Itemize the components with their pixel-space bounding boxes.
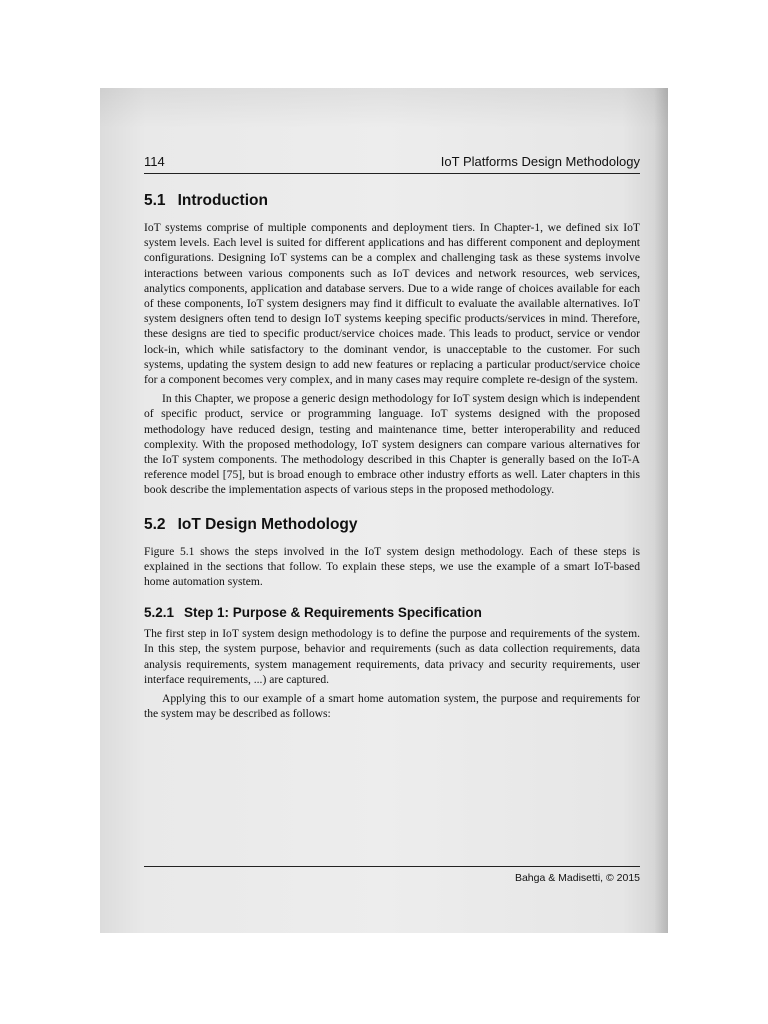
page-footer: Bahga & Madisetti, © 2015 [514,872,640,884]
methodology-paragraph: Figure 5.1 shows the steps involved in the IoT system design methodology. Each of these steps is explained in the sections that follow. To explain these steps, we use the example of a smart IoT-based home automation system. [144,544,640,589]
page-number: 114 [144,154,165,169]
section-heading-design-methodology [144,516,640,534]
header-rule [144,173,640,174]
page-content [144,192,640,721]
step1-paragraph-2: Applying this to our example of a smart home automation system, the purpose and requirements for the system may be described as follows: [144,692,640,721]
section-heading-introduction [144,192,640,210]
section-title: Introduction [177,192,268,209]
page-shadow [100,88,668,128]
step1-paragraph-1: The first step in IoT system design methodology is to define the purpose and requirements of the system. In this step, the system purpose, behavior and requirements (such as data collection requirements, data analysis requirements, system management requirements, data privacy and security requirements, user interface requirements, ...) are captured. [144,627,640,686]
subsection-title: Step 1: Purpose & Requirements Specification [184,605,482,621]
page-edge-shadow [654,88,668,933]
intro-paragraph-2: In this Chapter, we propose a generic design methodology for IoT system design which is independent of specific product, service or programming language. IoT systems designed with the proposed methodology have reduced design, testing and maintenance time, better interoperability and reduced complexity. With the proposed methodology, IoT system designers can compare various alternatives for the IoT system components. The methodology described in this Chapter is generally based on the IoT-A reference model [75], but is broad enough to embrace other industry efforts as well. Later chapters in this book describe the implementation aspects of various steps in the proposed methodology. [144,392,640,497]
book-page [100,88,668,933]
running-title: IoT Platforms Design Methodology [440,154,640,169]
subsection-heading-step-1 [144,605,640,620]
section-title: IoT Design Methodology [177,515,358,533]
section-number: 5.1 [144,192,166,209]
section-number: 5.2 [144,515,166,533]
footer-rule [144,866,640,867]
intro-paragraph-1: IoT systems comprise of multiple components and deployment tiers. In Chapter-1, we defined six IoT system levels. Each level is suited for different applications and has different component and deployment configurations. Designing IoT systems can be a complex and challenging task as these systems involve interactions between various components such as IoT devices and network resources, web services, analytics components, application and database servers. Due to a wide range of choices available for each of these components, IoT system designers may find it difficult to evaluate the available alternatives. IoT system designers often tend to design IoT systems keeping specific products/services in mind. Therefore, these designs are tied to specific product/service choices made. This leads to product, service or vendor lock-in, which while satisfactory to the dominant vendor, is unacceptable to the customer. For such systems, updating the system design to add new features or replacing a particular product/service choice for a component becomes very complex, and in many cases may require complete re-design of the system. [144,221,640,387]
page-header [144,154,640,172]
subsection-number: 5.2.1 [144,605,175,621]
